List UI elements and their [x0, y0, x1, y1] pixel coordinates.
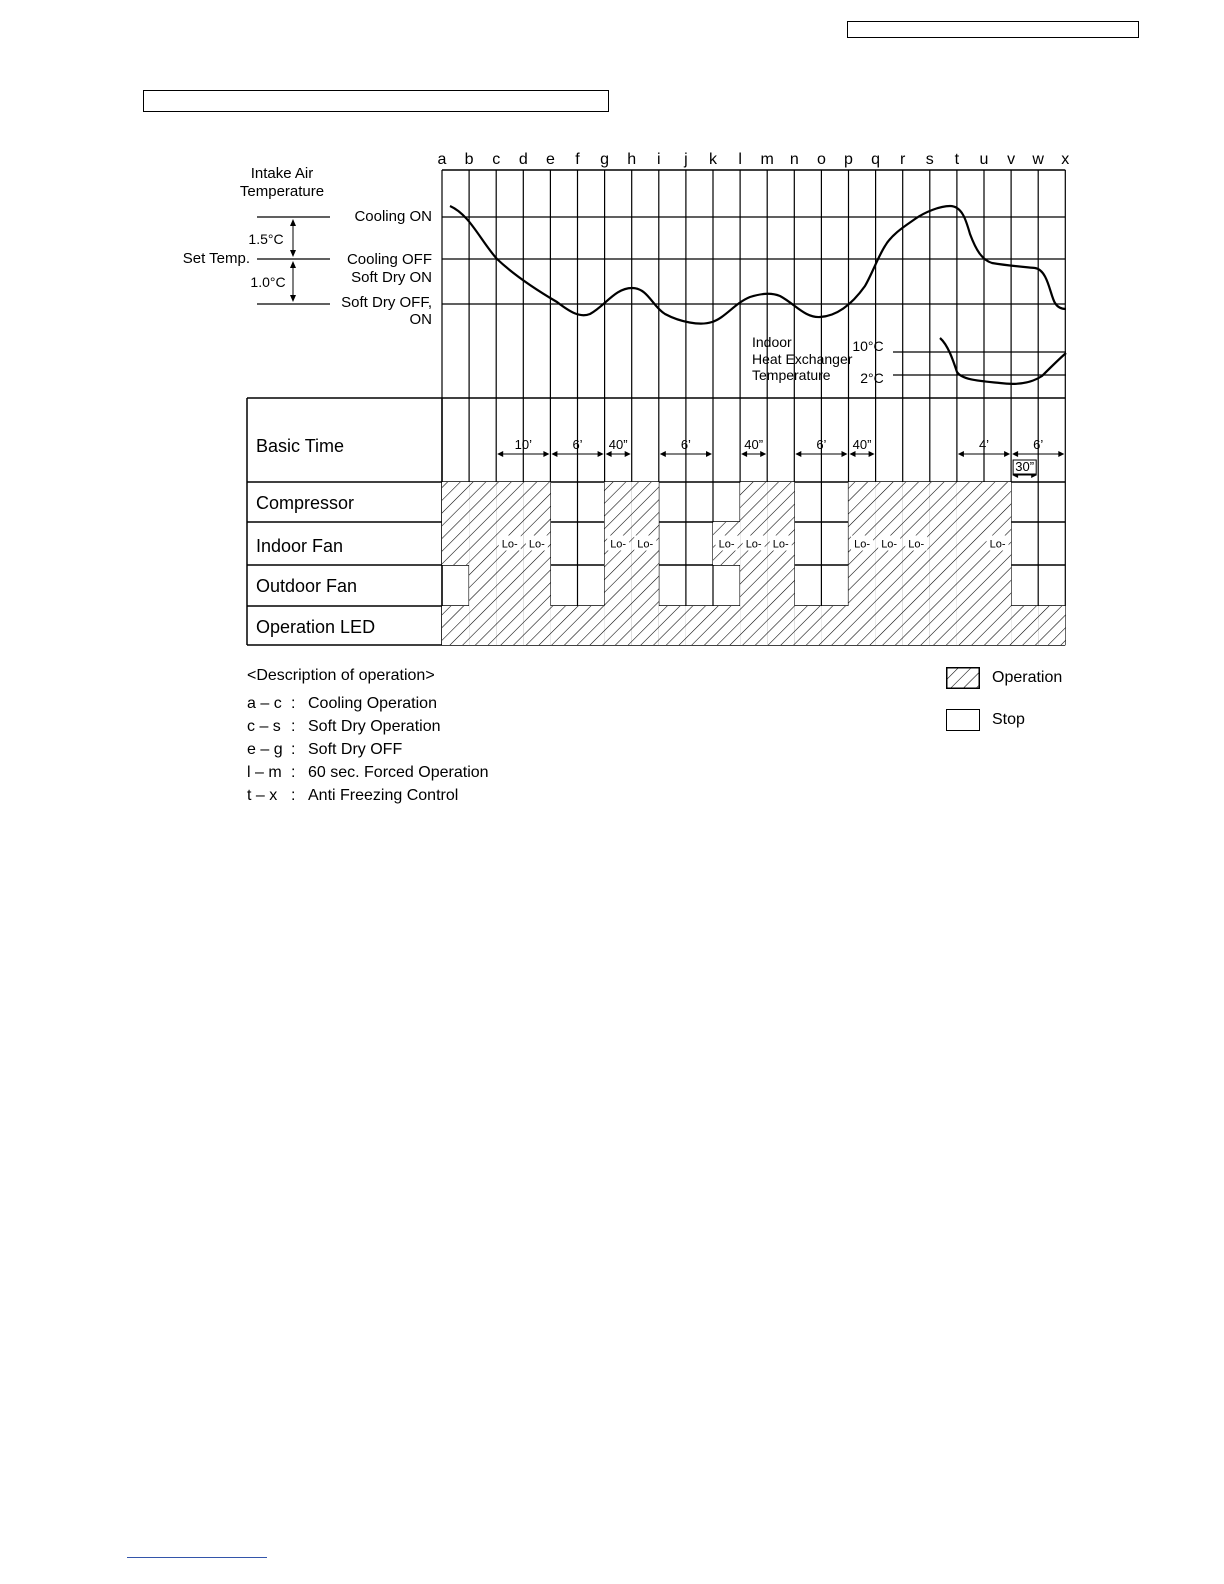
description-separator: :: [291, 695, 296, 712]
description-text: Soft Dry Operation: [308, 718, 441, 735]
legend-stop-label: Stop: [992, 711, 1025, 728]
soft-dry-on-label: Soft Dry ON: [351, 269, 432, 286]
lo-label-u: Lo-: [989, 538, 1006, 551]
legend-operation: [946, 667, 1062, 689]
lo-label-c: Lo-: [501, 538, 518, 551]
diff-upper-label: 1.5°C: [248, 231, 284, 247]
basic-time-label-6: 40”: [852, 437, 872, 452]
operation-led-cell-n: [794, 606, 821, 645]
heat-exchanger-temperature-curve: [940, 338, 1066, 384]
lo-label-k: Lo-: [718, 538, 735, 551]
operation-led-cell-e: [550, 606, 577, 645]
description-item: [247, 715, 489, 738]
column-label-c: c: [492, 151, 501, 168]
description-text: Cooling Operation: [308, 695, 437, 712]
operation-led-cell-i: [659, 606, 686, 645]
column-label-i: i: [657, 151, 661, 168]
outdoor-fan-cell-q: [876, 565, 903, 606]
indoor-fan-cell-t: [957, 522, 984, 565]
row-outdoor-fan: Outdoor Fan: [256, 576, 358, 596]
legend-stop: [946, 709, 1025, 731]
compressor-cell-l: [740, 482, 767, 522]
column-labels: [438, 151, 1070, 168]
compressor-cell-b: [469, 482, 496, 522]
cooling-on-label: Cooling ON: [354, 208, 432, 225]
compressor-cell-r: [903, 482, 930, 522]
description-item: [247, 761, 489, 784]
operation-led-cell-m: [767, 606, 794, 645]
column-label-x: x: [1061, 151, 1070, 168]
column-label-t: t: [954, 151, 960, 168]
description-separator: :: [291, 741, 296, 758]
column-label-f: f: [575, 151, 580, 168]
column-label-q: q: [871, 151, 881, 168]
basic-time-label-9: 30”: [1015, 459, 1035, 474]
operation-hatching: [442, 482, 1065, 645]
compressor-cell-p: [849, 482, 876, 522]
column-label-g: g: [600, 151, 610, 168]
description-title: <Description of operation>: [247, 667, 435, 684]
basic-time-label-2: 40”: [608, 437, 628, 452]
column-label-e: e: [545, 151, 555, 168]
intake-air-title-1: Intake Air: [250, 165, 314, 182]
indoor-fan-cell-s: [930, 522, 957, 565]
hatch-swatch: [946, 667, 980, 689]
compressor-cell-s: [930, 482, 957, 522]
compressor-cell-u: [984, 482, 1011, 522]
operation-led-cell-c: [496, 606, 523, 645]
heat-exchanger-line1: Indoor: [752, 334, 792, 350]
lo-label-p: Lo-: [854, 538, 871, 551]
legend-operation-label: Operation: [992, 669, 1063, 686]
basic-time-spans: [497, 437, 1064, 478]
operation-led-cell-l: [740, 606, 767, 645]
basic-time-label-3: 6’: [680, 437, 691, 452]
column-label-d: d: [518, 151, 528, 168]
description-separator: :: [291, 764, 296, 781]
column-label-j: j: [684, 151, 688, 168]
lo-label-r: Lo-: [908, 538, 925, 551]
operation-led-cell-p: [849, 606, 876, 645]
basic-time-label-5: 6’: [816, 437, 827, 452]
column-label-a: a: [437, 151, 447, 168]
description-range: t – x: [247, 787, 278, 804]
operation-description: [247, 664, 489, 807]
column-label-u: u: [979, 151, 989, 168]
heat-exchanger-line3: Temperature: [752, 367, 831, 383]
operation-led-cell-g: [605, 606, 632, 645]
description-range: e – g: [247, 741, 283, 758]
set-temp-label: Set Temp.: [182, 250, 250, 267]
operation-led-cell-o: [821, 606, 848, 645]
on-label: ON: [409, 311, 432, 328]
basic-time-label-0: 10’: [514, 437, 532, 452]
outdoor-fan-cell-m: [767, 565, 794, 606]
operation-led-cell-q: [876, 606, 903, 645]
outdoor-fan-cell-t: [957, 565, 984, 606]
column-label-o: o: [816, 151, 826, 168]
operation-led-cell-v: [1011, 606, 1038, 645]
operation-led-cell-f: [578, 606, 605, 645]
lo-label-q: Lo-: [881, 538, 898, 551]
outdoor-fan-cell-s: [930, 565, 957, 606]
lo-label-g: Lo-: [610, 538, 627, 551]
description-range: a – c: [247, 695, 282, 712]
operation-led-cell-j: [686, 606, 713, 645]
operation-led-cell-a: [442, 606, 469, 645]
column-label-m: m: [760, 151, 774, 168]
hx-low-label: 2°C: [860, 370, 884, 386]
hx-high-label: 10°C: [852, 338, 884, 354]
outdoor-fan-cell-h: [632, 565, 659, 606]
column-label-r: r: [900, 151, 906, 168]
operation-led-cell-u: [984, 606, 1011, 645]
operation-led-cell-w: [1038, 606, 1065, 645]
outdoor-fan-cell-p: [849, 565, 876, 606]
column-label-b: b: [464, 151, 474, 168]
intake-air-temperature-curve: [450, 206, 1066, 324]
description-range: c – s: [247, 718, 281, 735]
basic-time-label-4: 40”: [744, 437, 764, 452]
column-label-h: h: [627, 151, 637, 168]
outdoor-fan-cell-r: [903, 565, 930, 606]
outdoor-fan-cell-g: [605, 565, 632, 606]
compressor-cell-h: [632, 482, 659, 522]
operation-led-cell-s: [930, 606, 957, 645]
description-text: 60 sec. Forced Operation: [308, 764, 489, 781]
operation-led-cell-k: [713, 606, 740, 645]
row-indoor-fan: Indoor Fan: [256, 536, 344, 556]
compressor-cell-d: [523, 482, 550, 522]
row-compressor: Compressor: [256, 493, 355, 513]
description-item: [247, 738, 489, 761]
intake-air-title-2: Temperature: [239, 183, 325, 200]
footer-rule: [127, 1557, 267, 1558]
row-basic-time: Basic Time: [256, 436, 345, 456]
indoor-fan-cell-a: [442, 522, 469, 565]
description-text: Soft Dry OFF: [308, 741, 403, 758]
compressor-cell-q: [876, 482, 903, 522]
cooling-off-label: Cooling OFF: [346, 251, 432, 268]
compressor-cell-a: [442, 482, 469, 522]
operation-led-cell-d: [523, 606, 550, 645]
column-label-v: v: [1007, 151, 1016, 168]
row-operation-led: Operation LED: [256, 617, 376, 637]
operation-led-cell-b: [469, 606, 496, 645]
description-separator: :: [291, 787, 296, 804]
indoor-fan-cell-b: [469, 522, 496, 565]
diff-lower-label: 1.0°C: [250, 274, 286, 290]
empty-swatch: [946, 709, 980, 731]
lo-label-d: Lo-: [528, 538, 545, 551]
basic-time-label-7: 4’: [978, 437, 990, 452]
column-label-w: w: [1032, 151, 1044, 168]
column-label-k: k: [709, 151, 717, 168]
soft-dry-off-label: Soft Dry OFF,: [341, 294, 432, 311]
compressor-cell-g: [605, 482, 632, 522]
operation-led-cell-r: [903, 606, 930, 645]
compressor-cell-c: [496, 482, 523, 522]
lo-label-l: Lo-: [745, 538, 762, 551]
description-text: Anti Freezing Control: [308, 787, 459, 804]
lo-label-h: Lo-: [637, 538, 654, 551]
description-item: [247, 692, 489, 715]
description-item: [247, 784, 489, 807]
compressor-cell-t: [957, 482, 984, 522]
outdoor-fan-cell-d: [523, 565, 550, 606]
description-range: l – m: [247, 764, 282, 781]
operation-led-cell-h: [632, 606, 659, 645]
outdoor-fan-cell-b: [469, 565, 496, 606]
lo-label-m: Lo-: [772, 538, 789, 551]
basic-time-label-8: 6’: [1033, 437, 1044, 452]
heat-exchanger-line2: Heat Exchanger: [752, 351, 853, 367]
column-label-n: n: [789, 151, 799, 168]
description-separator: :: [291, 718, 296, 735]
outdoor-fan-cell-l: [740, 565, 767, 606]
column-label-s: s: [925, 151, 934, 168]
column-label-l: l: [738, 151, 742, 168]
outdoor-fan-cell-c: [496, 565, 523, 606]
operation-led-cell-t: [957, 606, 984, 645]
column-label-p: p: [844, 151, 853, 168]
outdoor-fan-cell-u: [984, 565, 1011, 606]
basic-time-label-1: 6’: [572, 437, 583, 452]
compressor-cell-m: [767, 482, 794, 522]
